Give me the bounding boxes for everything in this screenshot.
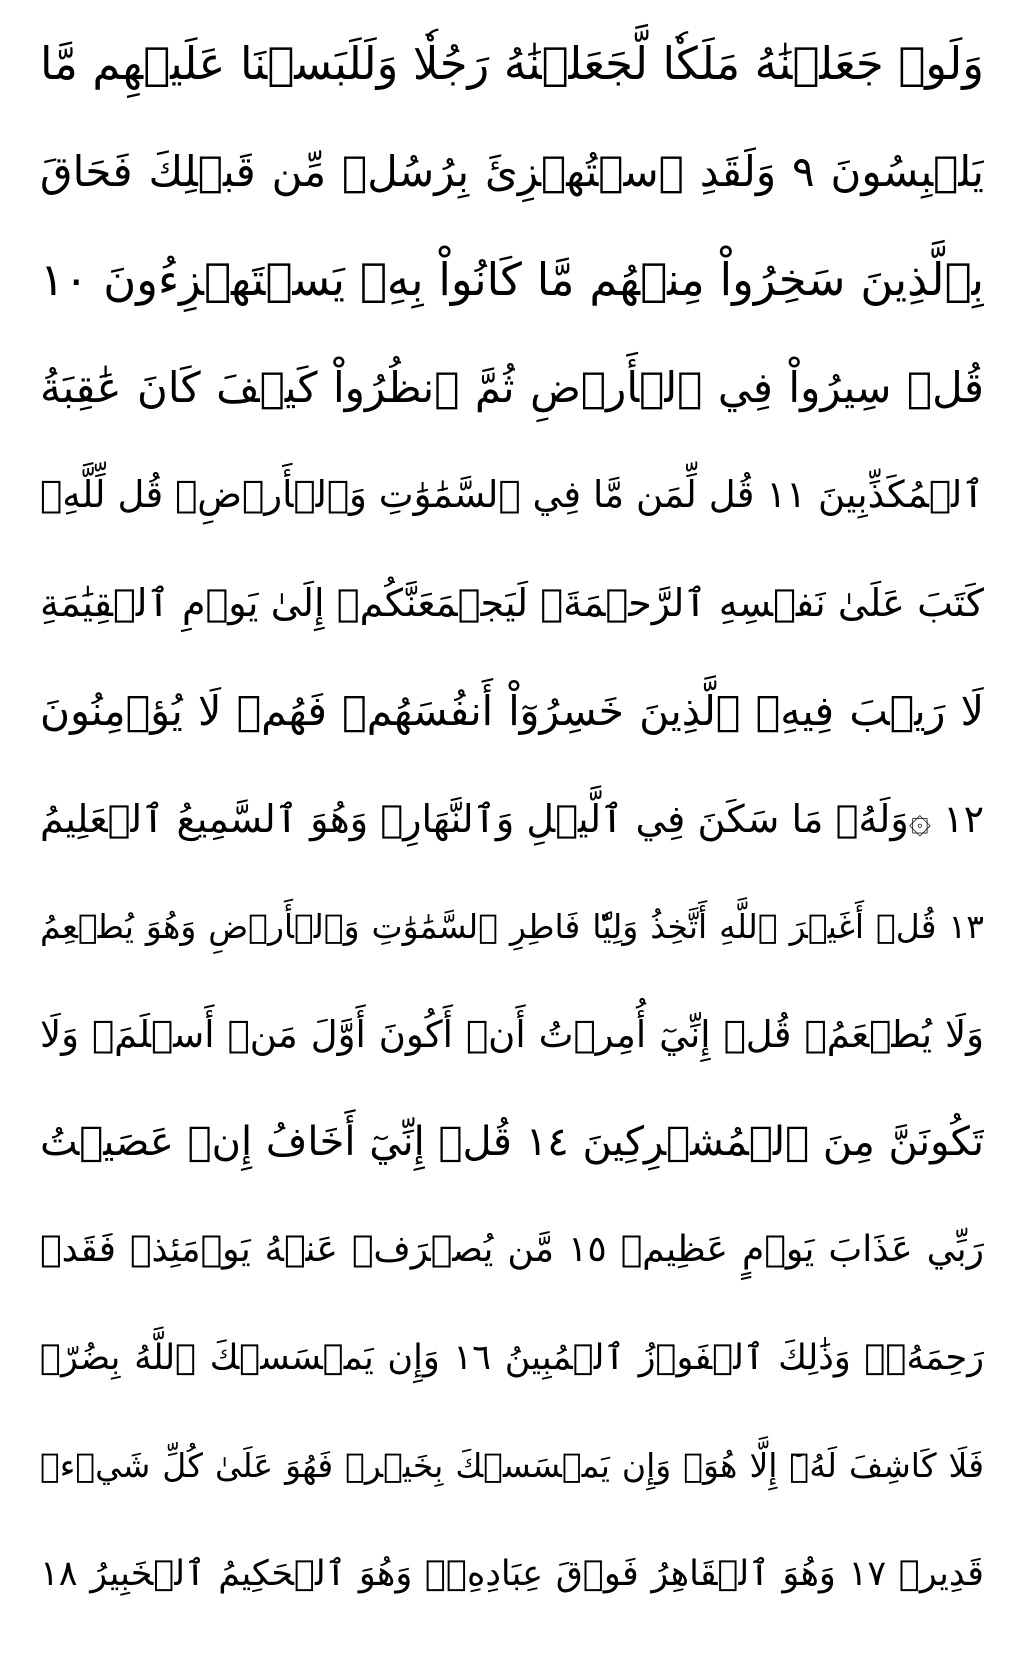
text-line — [40, 557, 984, 649]
line-text: رَحِمَهُۥۚ وَذَٰلِكَ ٱلۡفَوۡزُ ٱلۡمُبِينُ ١٦ وَإِن يَمۡسَسۡكَ ٱللَّهُ بِضُرّٖ — [40, 1338, 984, 1379]
text-line — [40, 1420, 984, 1512]
text-line — [40, 665, 984, 757]
line-text: ١٣ قُلۡ أَغَيۡرَ ٱللَّهِ أَتَّخِذُ وَلِيّٗا فَاطِرِ ٱلسَّمَٰوَٰتِ وَٱلۡأَرۡضِ وَهُوَ يُطۡعِمُ — [40, 906, 984, 946]
text-line — [40, 342, 984, 434]
line-text: فَلَا كَاشِفَ لَهُۥٓ إِلَّا هُوَۖ وَإِن يَمۡسَسۡكَ بِخَيۡرٖ فَهُوَ عَلَىٰ كُلِّ شَيۡءٖ — [40, 1445, 984, 1485]
line-text: ٱلۡمُكَذِّبِينَ ١١ قُل لِّمَن مَّا فِي ٱلسَّمَٰوَٰتِ وَٱلۡأَرۡضِۖ قُل لِّلَّهِۚ — [40, 473, 984, 517]
text-line — [40, 126, 984, 218]
line-text: يَلۡبِسُونَ ٩ وَلَقَدِ ٱسۡتُهۡزِئَ بِرُسُلٖ مِّن قَبۡلِكَ فَحَاقَ — [40, 146, 984, 196]
line-text: لَا رَيۡبَ فِيهِۚ ٱلَّذِينَ خَسِرُوٓاْ أَنفُسَهُمۡ فَهُمۡ لَا يُؤۡمِنُونَ — [40, 687, 984, 736]
line-text: رَبِّي عَذَابَ يَوۡمٍ عَظِيمٖ ١٥ مَّن يُصۡرَفۡ عَنۡهُ يَوۡمَئِذٖ فَقَدۡ — [40, 1229, 984, 1271]
line-text: تَكُونَنَّ مِنَ ٱلۡمُشۡرِكِينَ ١٤ قُلۡ إِنِّيٓ أَخَافُ إِنۡ عَصَيۡتُ — [40, 1119, 984, 1166]
text-line — [40, 989, 984, 1081]
line-text: وَلَا يُطۡعَمُۗ قُلۡ إِنِّيٓ أُمِرۡتُ أَنۡ أَكُونَ أَوَّلَ مَنۡ أَسۡلَمَۖ وَلَا — [40, 1012, 984, 1056]
text-line — [40, 1312, 984, 1404]
text-line — [40, 449, 984, 541]
line-text: كَتَبَ عَلَىٰ نَفۡسِهِ ٱلرَّحۡمَةَۚ لَيَجۡمَعَنَّكُمۡ إِلَىٰ يَوۡمِ ٱلۡقِيَٰمَةِ — [40, 581, 984, 626]
text-line — [40, 1096, 984, 1188]
line-text: ١٢ ۞وَلَهُۥ مَا سَكَنَ فِي ٱلَّيۡلِ وَٱلنَّهَارِۚ وَهُوَ ٱلسَّمِيعُ ٱلۡعَلِيمُ — [40, 796, 984, 841]
verse-lines — [40, 18, 984, 1620]
line-text: وَلَوۡ جَعَلۡنَٰهُ مَلَكٗا لَّجَعَلۡنَٰهُ رَجُلٗا وَلَلَبَسۡنَا عَلَيۡهِم مَّا — [40, 37, 984, 90]
line-text: بِٱلَّذِينَ سَخِرُواْ مِنۡهُم مَّا كَانُواْ بِهِۦ يَسۡتَهۡزِءُونَ ١٠ — [40, 252, 984, 306]
text-line — [40, 1204, 984, 1296]
text-line — [40, 18, 984, 110]
line-text: قَدِيرٞ ١٧ وَهُوَ ٱلۡقَاهِرُ فَوۡقَ عِبَادِهِۦۚ وَهُوَ ٱلۡحَكِيمُ ٱلۡخَبِيرُ ١٨ — [40, 1553, 984, 1594]
text-line — [40, 1528, 984, 1620]
line-text: قُلۡ سِيرُواْ فِي ٱلۡأَرۡضِ ثُمَّ ٱنظُرُواْ كَيۡفَ كَانَ عَٰقِبَةُ — [40, 362, 984, 412]
text-line — [40, 881, 984, 973]
text-line — [40, 234, 984, 326]
text-line — [40, 773, 984, 865]
